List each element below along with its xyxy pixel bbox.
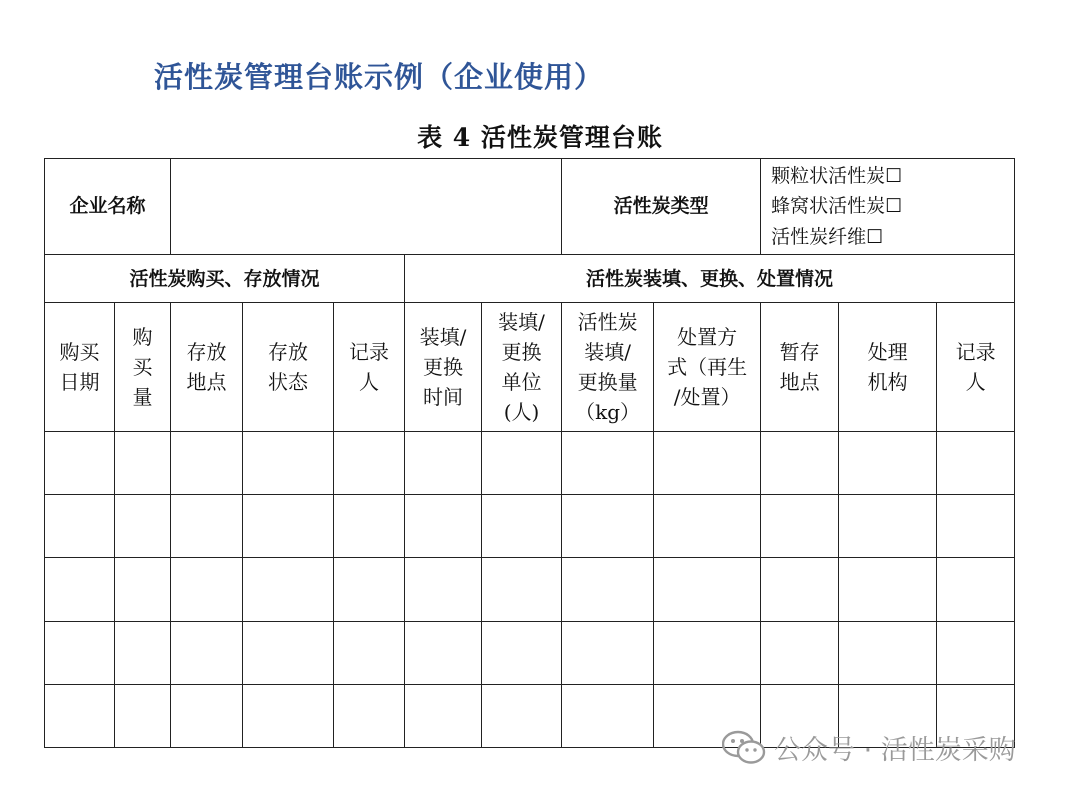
- table-cell[interactable]: [654, 621, 761, 684]
- table-cell[interactable]: [243, 431, 334, 494]
- info-row: [45, 159, 1015, 255]
- col-header-disposal-agency: [839, 303, 937, 431]
- table-cell[interactable]: [45, 558, 115, 621]
- option-honeycomb-checkbox[interactable]: 蜂窝状活性炭☐: [771, 195, 903, 218]
- table-cell[interactable]: [334, 495, 405, 558]
- table-cell[interactable]: [405, 558, 482, 621]
- col-header-line: 地点: [779, 370, 820, 395]
- col-header-line: 日期: [59, 370, 100, 395]
- table-cell[interactable]: [334, 684, 405, 747]
- table-cell[interactable]: [171, 684, 243, 747]
- table-cell[interactable]: [482, 495, 562, 558]
- table-cell[interactable]: [761, 621, 839, 684]
- watermark: [722, 728, 1016, 767]
- table-cell[interactable]: [482, 684, 562, 747]
- table-cell[interactable]: [562, 621, 654, 684]
- col-header-line: (人): [503, 400, 540, 425]
- table-cell[interactable]: [654, 431, 761, 494]
- table-cell[interactable]: [45, 431, 115, 494]
- table-cell[interactable]: [243, 558, 334, 621]
- table-cell[interactable]: [654, 558, 761, 621]
- table-cell[interactable]: [761, 495, 839, 558]
- col-header-line: 买: [132, 355, 153, 380]
- col-header-line: 状态: [268, 370, 309, 395]
- table-cell[interactable]: [482, 431, 562, 494]
- table-row: [45, 621, 1015, 684]
- table-cell[interactable]: [937, 495, 1015, 558]
- table-cell[interactable]: [243, 495, 334, 558]
- wechat-icon: [722, 730, 766, 766]
- col-header-disposal-method: [654, 303, 761, 431]
- col-header-line: 机构: [867, 370, 908, 395]
- table-cell[interactable]: [115, 431, 171, 494]
- table-cell[interactable]: [839, 495, 937, 558]
- table-cell[interactable]: [405, 431, 482, 494]
- col-header-line: 存放: [268, 340, 309, 365]
- col-header-line: 更换: [501, 340, 542, 365]
- carbon-type-label: 活性炭类型: [562, 159, 761, 255]
- col-header-fill-amount: [562, 303, 654, 431]
- table-cell[interactable]: [839, 621, 937, 684]
- table-cell[interactable]: [115, 684, 171, 747]
- table-cell[interactable]: [937, 431, 1015, 494]
- table-cell[interactable]: [839, 558, 937, 621]
- col-header-line: 地点: [186, 370, 227, 395]
- col-header-line: 装填/: [498, 310, 545, 335]
- table-cell[interactable]: [405, 621, 482, 684]
- table-cell[interactable]: [482, 558, 562, 621]
- col-header-line: /处置）: [673, 385, 741, 410]
- table-cell[interactable]: [761, 558, 839, 621]
- section-fill-replace-dispose: 活性炭装填、更换、处置情况: [405, 255, 1015, 303]
- table-cell[interactable]: [45, 495, 115, 558]
- table-cell[interactable]: [405, 684, 482, 747]
- table-cell[interactable]: [562, 684, 654, 747]
- table-cell[interactable]: [243, 621, 334, 684]
- col-header-fill-unit: [482, 303, 562, 431]
- ledger-table: [44, 158, 1015, 748]
- col-header-line: 人: [965, 370, 986, 395]
- table-cell[interactable]: [115, 495, 171, 558]
- table-cell[interactable]: [937, 558, 1015, 621]
- table-cell[interactable]: [115, 558, 171, 621]
- table-cell[interactable]: [562, 431, 654, 494]
- table-cell[interactable]: [334, 431, 405, 494]
- col-header-line: 量: [132, 385, 153, 410]
- col-header-line: 单位: [501, 370, 542, 395]
- table-cell[interactable]: [562, 558, 654, 621]
- table-caption: 表 4 活性炭管理台账: [417, 123, 663, 152]
- col-header-line: 记录: [955, 340, 996, 365]
- option-fiber-checkbox[interactable]: 活性炭纤维☐: [771, 225, 884, 248]
- col-header-line: 时间: [423, 385, 464, 410]
- table-cell[interactable]: [937, 621, 1015, 684]
- col-header-line: 处理: [867, 340, 908, 365]
- table-cell[interactable]: [334, 558, 405, 621]
- section-purchase-storage: 活性炭购买、存放情况: [45, 255, 405, 303]
- table-cell[interactable]: [171, 621, 243, 684]
- page-title: 活性炭管理台账示例（企业使用）: [154, 60, 605, 94]
- table-cell[interactable]: [45, 621, 115, 684]
- section-row: [45, 255, 1015, 303]
- col-header-line: 购: [132, 325, 153, 350]
- col-header-line: 装填/: [419, 325, 467, 350]
- col-header-storage-location: [171, 303, 243, 431]
- table-cell[interactable]: [761, 431, 839, 494]
- table-cell[interactable]: [115, 621, 171, 684]
- col-header-storage-state: [243, 303, 334, 431]
- table-cell[interactable]: [562, 495, 654, 558]
- option-granular-checkbox[interactable]: 颗粒状活性炭☐: [771, 165, 903, 188]
- table-cell[interactable]: [482, 621, 562, 684]
- table-cell[interactable]: [654, 495, 761, 558]
- column-header-row: [45, 303, 1015, 431]
- col-header-line: 活性炭: [577, 310, 638, 335]
- table-row: [45, 558, 1015, 621]
- col-header-recorder-purchase: [334, 303, 405, 431]
- table-cell[interactable]: [171, 558, 243, 621]
- carbon-type-options: [761, 159, 1015, 255]
- col-header-line: 购买: [59, 340, 100, 365]
- company-name-label: 企业名称: [45, 159, 171, 255]
- table-row: [45, 495, 1015, 558]
- col-header-line: 更换: [423, 355, 464, 380]
- col-header-line: 存放: [186, 340, 227, 365]
- col-header-purchase-date: [45, 303, 115, 431]
- col-header-recorder-disposal: [937, 303, 1015, 431]
- col-header-line: 记录: [349, 340, 390, 365]
- col-header-fill-time: [405, 303, 482, 431]
- watermark-text: 公众号 · 活性炭采购: [774, 735, 1016, 766]
- col-header-line: 式（再生: [667, 355, 748, 380]
- col-header-line: 暂存: [779, 340, 820, 365]
- col-header-line: 处置方: [677, 325, 738, 350]
- table-row: [45, 431, 1015, 494]
- col-header-line: 装填/: [584, 340, 631, 365]
- col-header-line: 人: [359, 370, 380, 395]
- col-header-line: 更换量: [577, 370, 638, 395]
- col-header-line: （kg）: [575, 400, 641, 425]
- table-cell[interactable]: [839, 431, 937, 494]
- company-name-field[interactable]: [171, 159, 562, 255]
- table-cell[interactable]: [243, 684, 334, 747]
- table-cell[interactable]: [171, 495, 243, 558]
- table-cell[interactable]: [405, 495, 482, 558]
- table-cell[interactable]: [171, 431, 243, 494]
- table-cell[interactable]: [45, 684, 115, 747]
- col-header-temp-storage: [761, 303, 839, 431]
- col-header-purchase-qty: [115, 303, 171, 431]
- table-cell[interactable]: [334, 621, 405, 684]
